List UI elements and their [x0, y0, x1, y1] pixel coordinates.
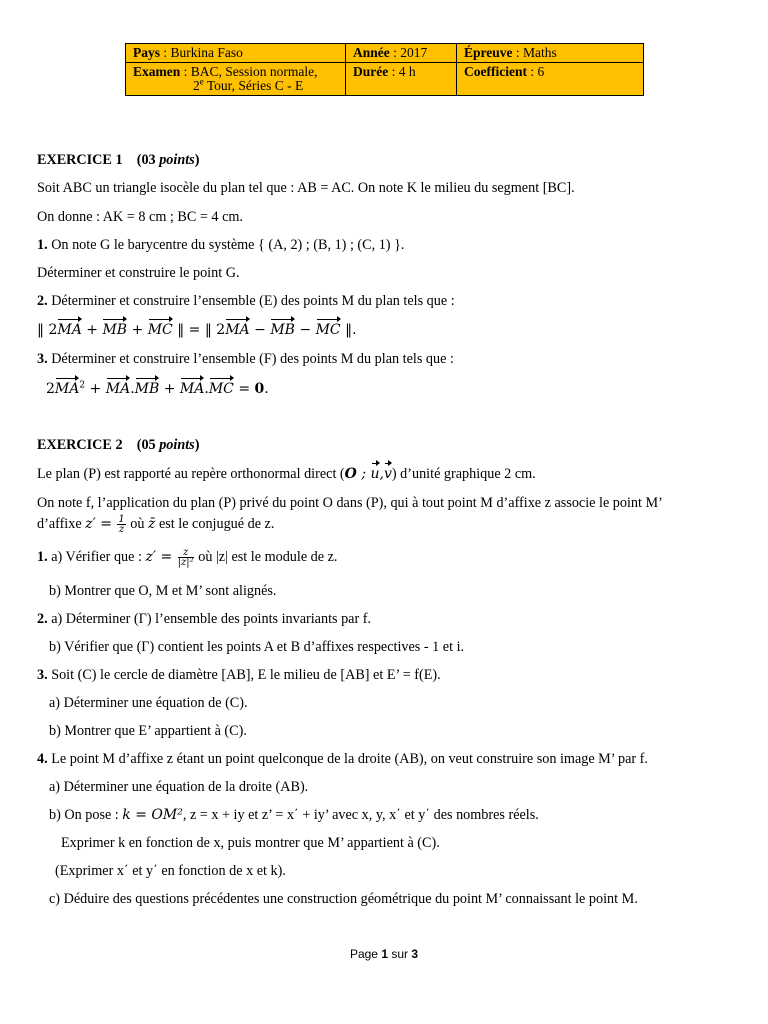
cell-epreuve: Épreuve : Maths: [457, 44, 644, 63]
ex1-q2: 2. Déterminer et construire l’ensemble (E) des points M du plan tels que :: [37, 293, 455, 309]
ex2-q4a: a) Déterminer une équation de la droite (AB).: [49, 779, 309, 795]
ex1-given: On donne : AK = 8 cm ; BC = 4 cm.: [37, 209, 243, 225]
cell-pays: Pays : Burkina Faso: [126, 44, 346, 63]
ex1-q3-equation: $2MA^2 + MA.MB + MA.MC = 0$.: [46, 380, 269, 397]
ex2-q4c: c) Déduire des questions précédentes une construction géométrique du point M’ connaissant le point M.: [49, 891, 638, 907]
ex1-q1: 1. On note G le barycentre du système { (A, 2) ; (B, 1) ; (C, 1) }.: [37, 237, 405, 253]
ex2-q3a: a) Déterminer une équation de (C).: [49, 695, 248, 711]
ex1-statement: Soit ABC un triangle isocèle du plan tel que : AB = AC. On note K le milieu du segment [BC].: [37, 180, 575, 196]
ex2-definition: On note f, l’application du plan (P) privé du point O dans (P), qui à tout point M d’affixe z associe le point M’: [37, 495, 663, 511]
page-footer: Page 1 sur 3: [349, 947, 419, 961]
ex2-q4b: b) On pose : k = OM², z = x + iy et z’ = x΄ + iy’ avec x, y, x΄ et y΄ des nombres réels.: [49, 807, 539, 823]
ex2-q4: 4. Le point M d’affixe z étant un point quelconque de la droite (AB), on veut construire son image M’ par f.: [37, 751, 648, 767]
ex1-q1-task: Déterminer et construire le point G.: [37, 265, 240, 281]
header-table: [125, 43, 644, 96]
ex2-q1b: b) Montrer que O, M et M’ sont alignés.: [49, 583, 277, 599]
ex2-q4b-task: Exprimer k en fonction de x, puis montrer que M’ appartient à (C).: [61, 835, 440, 851]
ex2-q3: 3. Soit (C) le cercle de diamètre [AB], E le milieu de [AB] et E’ = f(E).: [37, 667, 441, 683]
exercise-2-title: EXERCICE 2 (05 points): [37, 437, 200, 453]
cell-examen: Examen : BAC, Session normale, 2e Tour, Séries C - E: [126, 63, 346, 96]
cell-annee: Année : 2017: [346, 44, 457, 63]
ex2-q2b: b) Vérifier que (Γ) contient les points A et B d’affixes respectives - 1 et i.: [49, 639, 465, 655]
cell-duree: Durée : 4 h: [346, 63, 457, 96]
ex2-q1a: 1. a) Vérifier que : z′ = $\frac{z}{\text{|z|²}}$ où |z| est le module de z.: [37, 547, 338, 569]
ex2-definition-cont: d’affixe z′ = $\frac{1}{z̄}$ où z̄ est le conjugué de z.: [37, 514, 275, 536]
ex2-q4b-hint: (Exprimer x΄ et y΄ en fonction de x et k).: [55, 863, 286, 879]
cell-coefficient: Coefficient : 6: [457, 63, 644, 96]
ex2-q3b: b) Montrer que E’ appartient à (C).: [49, 723, 247, 739]
exercise-1-title: EXERCICE 1 (03 points): [37, 152, 200, 168]
ex1-q3: 3. Déterminer et construire l’ensemble (F) des points M du plan tels que :: [37, 351, 454, 367]
ex1-q2-equation: ‖ 2MA + MB + MC ‖ = ‖ 2MA − MB − MC ‖.: [37, 322, 357, 338]
ex2-intro: Le plan (P) est rapporté au repère orthonormal direct (O ; u,v) d’unité graphique 2 cm.: [37, 466, 536, 482]
ex2-q2a: 2. a) Déterminer (Γ) l’ensemble des points invariants par f.: [37, 611, 372, 627]
